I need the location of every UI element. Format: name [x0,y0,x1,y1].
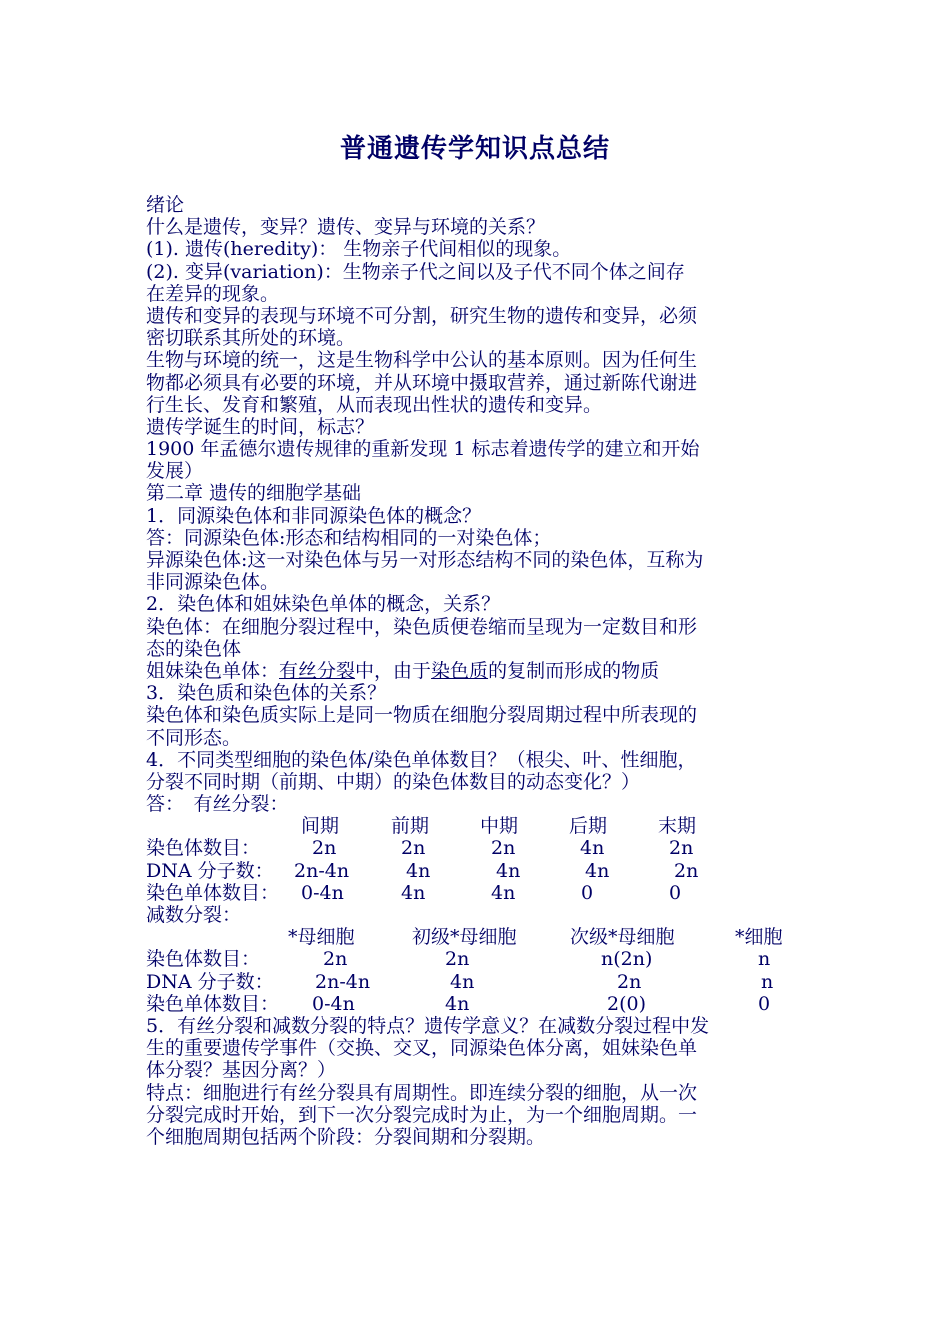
text-line: 答：同源染色体:形态和结构相同的一对染色体； [146,526,552,549]
sister-prefix: 姐妹染色单体： [146,659,280,682]
text-line: 遗传学诞生的时间，标志？ [146,415,375,438]
text-block-mid [146,682,816,815]
text-line: 遗传和变异的表现与环境不可分割，研究生物的遗传和变异，必须 [146,304,698,327]
cell-value: 2n [669,837,694,860]
cell-value: 4n [580,837,605,860]
meiosis-table [146,926,816,1015]
mitosis-header: 中期 [480,815,519,838]
text-line: 态的染色体 [146,637,242,660]
text-block-bottom [146,1015,816,1148]
cell-value: 4n [406,859,431,882]
mitosis-header: 后期 [569,815,608,838]
cell-value: 4n [491,881,516,904]
mitosis-header: 前期 [391,815,430,838]
text-line: 分裂不同时期（前期、中期）的染色体数目的动态变化？） [146,770,641,793]
page-title: 普通遗传学知识点总结 [339,134,610,164]
text-line: 在差异的现象。 [146,282,280,305]
sister-mid: 中，由于 [355,659,432,682]
text-line: 不同形态。 [146,726,242,749]
row-label: 染色体数目： [146,837,261,860]
sister-suffix: 的复制而形成的物质 [488,659,660,682]
text-line: 什么是遗传，变异？遗传、变异与环境的关系？ [146,216,546,239]
mitosis-header-row [146,815,816,837]
text-line: (1). 遗传(heredity)： 生物亲子代间相似的现象。 [146,238,572,261]
text-block-top [146,194,816,660]
text-line: 绪论 [146,194,185,216]
cell-value: n(2n) [601,948,653,971]
row-label: 染色体数目： [146,948,261,971]
row-label: 染色单体数目： [146,881,280,904]
mitosis-link[interactable]: 有丝分裂 [279,659,356,682]
text-line: 体分裂？基因分离？） [146,1059,337,1082]
text-line: 5．有丝分裂和减数分裂的特点？遗传学意义？在减数分裂过程中发 [146,1014,710,1037]
meiosis-header: 次级*母细胞 [570,926,675,949]
row-label: DNA 分子数： [146,859,274,882]
meiosis-row [146,948,816,970]
cell-value: 0-4n [312,992,355,1015]
cell-value: 2n-4n [315,970,371,993]
cell-value: 2n [491,837,516,860]
meiosis-header-row [146,926,816,948]
meiosis-label: 减数分裂： [146,904,242,926]
sister-chromatid-line [146,660,816,682]
section-heading: 第二章 遗传的细胞学基础 [146,482,362,505]
cell-value: 4n [401,881,426,904]
text-line: 密切联系其所处的环境。 [146,327,356,350]
text-line: 染色体和染色质实际上是同一物质在细胞分裂周期过程中所表现的 [146,704,698,727]
text-line: 特点：细胞进行有丝分裂具有周期性。即连续分裂的细胞，从一次 [146,1081,698,1104]
cell-value: 4n [445,992,470,1015]
cell-value: 4n [585,859,610,882]
meiosis-row [146,993,816,1015]
text-line: 非同源染色体。 [146,571,280,594]
mitosis-row [146,882,816,904]
cell-value: 2n [312,837,337,860]
cell-value: 0 [581,881,594,904]
meiosis-header: *细胞 [735,926,783,949]
row-label: 染色单体数目： [146,992,280,1015]
mitosis-table [146,815,816,904]
cell-value: 0 [758,992,771,1015]
row-label: DNA 分子数： [146,970,274,993]
cell-value: 2(0) [607,992,647,1015]
cell-value: 2n [617,970,642,993]
cell-value: n [758,948,771,971]
cell-value: 0-4n [301,881,344,904]
text-line: 生的重要遗传学事件（交换、交叉，同源染色体分离，姐妹染色单 [146,1037,698,1060]
chromatin-link[interactable]: 染色质 [431,659,489,682]
meiosis-row [146,971,816,993]
cell-value: 2n [323,948,348,971]
text-line: 行生长、发育和繁殖，从而表现出性状的遗传和变异。 [146,393,603,416]
mitosis-row [146,837,816,859]
meiosis-header: 初级*母细胞 [412,926,517,949]
mitosis-row [146,860,816,882]
cell-value: 2n-4n [294,859,350,882]
text-line: 2．染色体和姐妹染色单体的概念，关系？ [146,593,501,616]
text-line: 物都必须具有必要的环境，并从环境中摄取营养，通过新陈代谢进 [146,371,698,394]
text-line: 染色体：在细胞分裂过程中，染色质便卷缩而呈现为一定数目和形 [146,615,698,638]
meiosis-header: *母细胞 [288,926,355,949]
cell-value: n [761,970,774,993]
cell-value: 4n [450,970,475,993]
text-line: 分裂完成时开始，到下一次分裂完成时为止，为一个细胞周期。一 [146,1103,698,1126]
text-line: 发展） [146,460,204,483]
cell-value: 2n [401,837,426,860]
cell-value: 0 [669,881,682,904]
text-line: 异源染色体:这一对染色体与另一对形态结构不同的染色体，互称为 [146,549,704,571]
mitosis-header: 间期 [301,815,340,838]
document-body [146,194,816,1148]
text-line: 1900 年孟德尔遗传规律的重新发现 1 标志着遗传学的建立和开始 [146,438,700,461]
cell-value: 2n [445,948,470,971]
text-line: 4．不同类型细胞的染色体/染色单体数目？（根尖、叶、性细胞， [146,748,697,771]
text-line: (2). 变异(variation)：生物亲子代之间以及子代不同个体之间存 [146,260,685,283]
text-line: 3．染色质和染色体的关系？ [146,682,387,705]
text-line: 1．同源染色体和非同源染色体的概念？ [146,504,482,527]
cell-value: 2n [674,859,699,882]
mitosis-header: 末期 [658,815,697,838]
text-line: 答： 有丝分裂： [146,793,289,816]
text-line: 生物与环境的统一，这是生物科学中公认的基本原则。因为任何生 [146,349,698,372]
text-line: 个细胞周期包括两个阶段：分裂间期和分裂期。 [146,1125,546,1148]
cell-value: 4n [496,859,521,882]
